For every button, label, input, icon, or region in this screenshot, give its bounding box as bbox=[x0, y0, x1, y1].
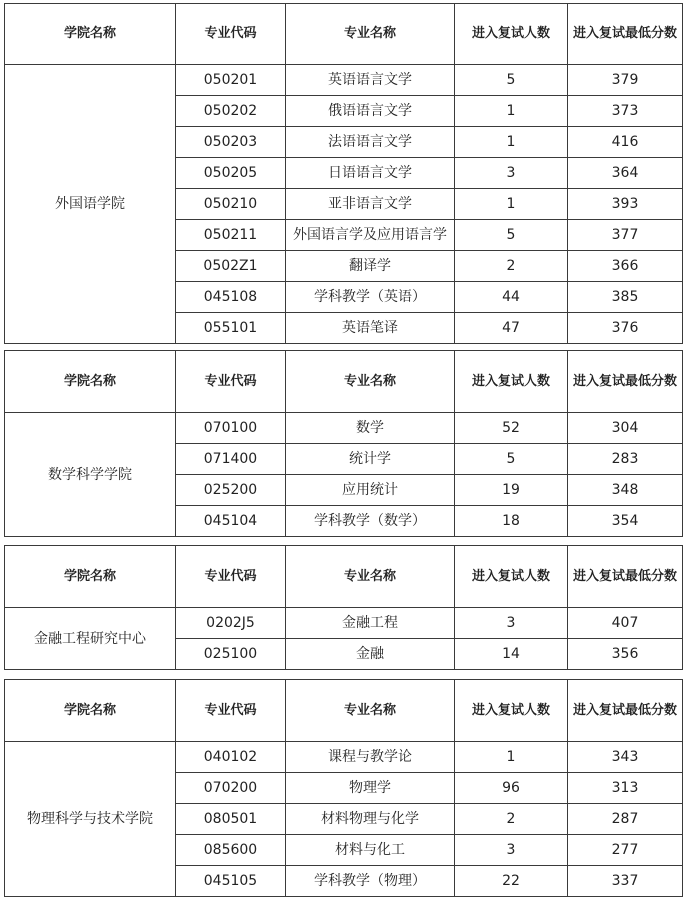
major-name: 英语语言文学 bbox=[286, 65, 455, 96]
major-name: 课程与教学论 bbox=[286, 742, 455, 773]
header-row bbox=[5, 680, 683, 742]
major-name: 俄语语言文学 bbox=[286, 96, 455, 127]
major-code: 0202J5 bbox=[176, 608, 286, 639]
min-score: 376 bbox=[568, 313, 683, 344]
min-score: 385 bbox=[568, 282, 683, 313]
header-row bbox=[5, 4, 683, 65]
min-score: 348 bbox=[568, 475, 683, 506]
min-score: 366 bbox=[568, 251, 683, 282]
major-name: 金融 bbox=[286, 639, 455, 670]
retest-count: 44 bbox=[455, 282, 568, 313]
table-row bbox=[5, 65, 683, 96]
retest-count: 1 bbox=[455, 742, 568, 773]
retest-count: 14 bbox=[455, 639, 568, 670]
retest-count: 47 bbox=[455, 313, 568, 344]
retest-count: 18 bbox=[455, 506, 568, 537]
major-code: 050211 bbox=[176, 220, 286, 251]
header-code: 专业代码 bbox=[176, 4, 286, 65]
major-code: 045104 bbox=[176, 506, 286, 537]
header-code: 专业代码 bbox=[176, 351, 286, 413]
major-name: 亚非语言文学 bbox=[286, 189, 455, 220]
major-code: 055101 bbox=[176, 313, 286, 344]
major-code: 025100 bbox=[176, 639, 286, 670]
major-name: 英语笔译 bbox=[286, 313, 455, 344]
header-count: 进入复试人数 bbox=[455, 546, 568, 608]
min-score: 277 bbox=[568, 835, 683, 866]
college-name: 数学科学学院 bbox=[5, 413, 176, 537]
min-score: 283 bbox=[568, 444, 683, 475]
retest-count: 1 bbox=[455, 127, 568, 158]
admission-table bbox=[4, 3, 683, 344]
header-college: 学院名称 bbox=[5, 680, 176, 742]
major-name: 金融工程 bbox=[286, 608, 455, 639]
min-score: 393 bbox=[568, 189, 683, 220]
min-score: 313 bbox=[568, 773, 683, 804]
major-code: 050201 bbox=[176, 65, 286, 96]
min-score: 407 bbox=[568, 608, 683, 639]
major-code: 050205 bbox=[176, 158, 286, 189]
major-name: 外国语言学及应用语言学 bbox=[286, 220, 455, 251]
major-name: 数学 bbox=[286, 413, 455, 444]
retest-count: 5 bbox=[455, 444, 568, 475]
header-major: 专业名称 bbox=[286, 546, 455, 608]
college-name: 金融工程研究中心 bbox=[5, 608, 176, 670]
admission-table bbox=[4, 545, 683, 670]
major-code: 045105 bbox=[176, 866, 286, 897]
header-code: 专业代码 bbox=[176, 546, 286, 608]
major-code: 085600 bbox=[176, 835, 286, 866]
retest-count: 22 bbox=[455, 866, 568, 897]
major-code: 050202 bbox=[176, 96, 286, 127]
major-name: 应用统计 bbox=[286, 475, 455, 506]
retest-count: 96 bbox=[455, 773, 568, 804]
retest-count: 2 bbox=[455, 251, 568, 282]
major-code: 025200 bbox=[176, 475, 286, 506]
min-score: 304 bbox=[568, 413, 683, 444]
retest-count: 2 bbox=[455, 804, 568, 835]
min-score: 343 bbox=[568, 742, 683, 773]
admission-table bbox=[4, 350, 683, 537]
major-code: 080501 bbox=[176, 804, 286, 835]
college-name: 物理科学与技术学院 bbox=[5, 742, 176, 897]
header-row bbox=[5, 546, 683, 608]
major-code: 071400 bbox=[176, 444, 286, 475]
major-name: 翻译学 bbox=[286, 251, 455, 282]
retest-count: 1 bbox=[455, 96, 568, 127]
table-row bbox=[5, 413, 683, 444]
min-score: 377 bbox=[568, 220, 683, 251]
college-name: 外国语学院 bbox=[5, 65, 176, 344]
major-name: 材料物理与化学 bbox=[286, 804, 455, 835]
retest-count: 3 bbox=[455, 158, 568, 189]
retest-count: 1 bbox=[455, 189, 568, 220]
min-score: 337 bbox=[568, 866, 683, 897]
retest-count: 52 bbox=[455, 413, 568, 444]
header-score: 进入复试最低分数 bbox=[568, 4, 683, 65]
major-name: 日语语言文学 bbox=[286, 158, 455, 189]
header-major: 专业名称 bbox=[286, 4, 455, 65]
header-college: 学院名称 bbox=[5, 351, 176, 413]
min-score: 364 bbox=[568, 158, 683, 189]
major-code: 0502Z1 bbox=[176, 251, 286, 282]
header-major: 专业名称 bbox=[286, 680, 455, 742]
header-row bbox=[5, 351, 683, 413]
header-college: 学院名称 bbox=[5, 4, 176, 65]
major-code: 045108 bbox=[176, 282, 286, 313]
header-score: 进入复试最低分数 bbox=[568, 351, 683, 413]
min-score: 379 bbox=[568, 65, 683, 96]
min-score: 356 bbox=[568, 639, 683, 670]
header-college: 学院名称 bbox=[5, 546, 176, 608]
header-score: 进入复试最低分数 bbox=[568, 546, 683, 608]
retest-count: 3 bbox=[455, 835, 568, 866]
retest-count: 19 bbox=[455, 475, 568, 506]
min-score: 287 bbox=[568, 804, 683, 835]
major-name: 学科教学（数学） bbox=[286, 506, 455, 537]
retest-count: 3 bbox=[455, 608, 568, 639]
header-count: 进入复试人数 bbox=[455, 351, 568, 413]
major-name: 物理学 bbox=[286, 773, 455, 804]
major-code: 070200 bbox=[176, 773, 286, 804]
min-score: 373 bbox=[568, 96, 683, 127]
admission-table bbox=[4, 679, 683, 897]
retest-count: 5 bbox=[455, 65, 568, 96]
retest-count: 5 bbox=[455, 220, 568, 251]
major-name: 学科教学（物理） bbox=[286, 866, 455, 897]
header-score: 进入复试最低分数 bbox=[568, 680, 683, 742]
header-major: 专业名称 bbox=[286, 351, 455, 413]
header-count: 进入复试人数 bbox=[455, 680, 568, 742]
header-code: 专业代码 bbox=[176, 680, 286, 742]
major-code: 050203 bbox=[176, 127, 286, 158]
major-name: 统计学 bbox=[286, 444, 455, 475]
major-code: 040102 bbox=[176, 742, 286, 773]
header-count: 进入复试人数 bbox=[455, 4, 568, 65]
major-code: 070100 bbox=[176, 413, 286, 444]
major-name: 法语语言文学 bbox=[286, 127, 455, 158]
major-code: 050210 bbox=[176, 189, 286, 220]
min-score: 416 bbox=[568, 127, 683, 158]
table-row bbox=[5, 608, 683, 639]
major-name: 学科教学（英语） bbox=[286, 282, 455, 313]
table-row bbox=[5, 742, 683, 773]
min-score: 354 bbox=[568, 506, 683, 537]
major-name: 材料与化工 bbox=[286, 835, 455, 866]
